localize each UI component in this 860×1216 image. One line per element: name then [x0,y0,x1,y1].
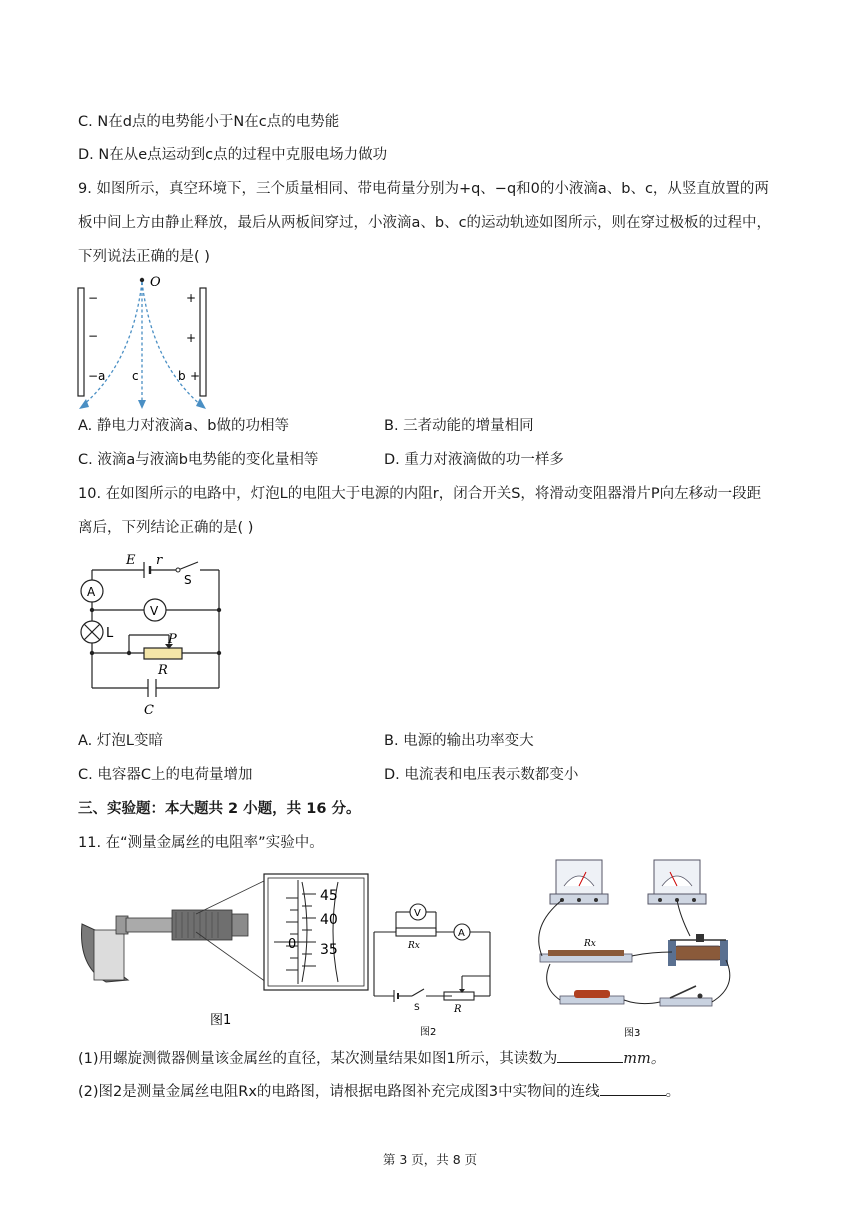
q9-option-c [78,450,318,470]
sub2-end: 。 [665,1084,681,1100]
section-heading: 三、实验题：本大题共 2 小题，共 16 分。 [78,801,361,817]
option-letter: C. [78,452,93,468]
q10-stem-line2: 离后，下列结论正确的是( ) [78,520,254,536]
battery-device [560,990,624,1004]
switch-device [660,986,712,1006]
label-S: S [414,1003,420,1013]
label-Rx: Rx [584,939,596,949]
thimble-tick-45: 45 [320,888,338,904]
q9-option-b [384,416,534,436]
sub2-text: (2)图2是测量金属丝电阻Rx的电路图，请根据电路图补充完成图3中实物间的连线 [78,1084,600,1100]
right-plate [200,288,206,396]
option-text: 静电力对液滴a、b做的功相等 [96,418,289,434]
q9-figure [72,274,222,414]
thimble-tick-35: 35 [320,942,338,958]
label-L: L [106,626,114,641]
q10-circuit-figure [74,548,234,720]
option-text: 灯泡L变暗 [96,733,163,749]
fig2-caption: 图2 [420,1027,437,1038]
fig1-caption: 图1 [210,1013,232,1028]
plus-sign-2: + [186,331,197,345]
q9-stem-line3: 下列说法正确的是( ) [78,249,210,265]
q10-option-c [78,765,252,785]
q8-option-c [78,112,339,132]
ammeter-label: A [87,585,96,599]
option-text: 重力对液滴做的功一样多 [404,452,564,468]
plus-sign-3: + [190,369,201,383]
page-footer: 第 3 页，共 8 页 [382,1152,478,1167]
left-plate [78,288,84,396]
q10-option-d [384,765,578,785]
q9-stem-line2: 板中间上方由静止释放，最后从两板间穿过，小液滴a、b、c的运动轨迹如图所示，则在穿过极板的过程中， [78,215,772,231]
option-text: 液滴a与液滴b电势能的变化量相等 [97,452,319,468]
option-letter: D. [384,767,400,783]
option-letter: A. [78,418,93,434]
option-text: 三者动能的增量相同 [403,418,534,434]
option-text: 电流表和电压表示数都变小 [404,767,579,783]
q9-option-d [384,450,564,470]
option-letter: A. [78,733,93,749]
voltmeter-device [550,860,608,904]
option-letter: C. [78,114,93,130]
option-text: 电容器C上的电荷量增加 [97,767,253,783]
answer-blank-1[interactable] [557,1048,623,1063]
option-letter: C. [78,767,93,783]
label-R: R [454,1004,462,1015]
q11-fig2-circuit [366,898,496,1040]
sleeve-zero: 0 [288,937,297,952]
fig3-caption: 图3 [624,1028,641,1039]
q9-stem-line1: 9. 如图所示，真空环境下，三个质量相同、带电荷量分别为+q、−q和0的小液滴a、b、c，从竖直放置的两 [78,181,769,197]
label-O: O [150,275,161,290]
ammeter-label: A [458,928,465,939]
thimble-tick-40: 40 [320,912,338,928]
option-letter: D. [384,452,400,468]
label-R: R [158,663,168,678]
resistance-wire-board [540,950,632,962]
option-text: N在从e点运动到c点的过程中克服电场力做功 [98,147,388,163]
q9-option-a [78,416,289,436]
q11-fig1-micrometer [76,870,372,1030]
label-r: r [156,553,163,568]
release-point [140,278,144,282]
label-c: c [132,369,139,383]
answer-blank-2[interactable] [600,1081,666,1096]
label-b: b [178,369,186,383]
arrowhead-c [138,400,146,409]
rheostat-device [668,934,728,966]
q11-fig3-apparatus [520,856,740,1040]
option-letter: B. [384,418,399,434]
plus-sign-1: + [186,291,197,305]
minus-sign-1: − [88,291,99,305]
q11-sub1 [78,1048,665,1069]
q10-stem-line1: 10. 在如图所示的电路中，灯泡L的电阻大于电源的内阻r，闭合开关S，将滑动变阻器滑片P向左移动一段距 [78,486,762,502]
label-Rx: Rx [408,941,420,951]
label-C: C [144,703,154,718]
label-E: E [126,553,136,568]
micrometer-body [82,910,249,982]
minus-sign-2: − [88,329,99,343]
sub1-text: (1)用螺旋测微器侧量该金属丝的直径，某次测量结果如图1所示，其读数为 [78,1051,558,1067]
q10-option-b [384,731,534,751]
label-a: a [98,369,106,383]
voltmeter-label: V [150,604,159,618]
q11-sub2 [78,1081,680,1102]
option-letter: B. [384,733,399,749]
q8-option-d [78,145,387,165]
label-P: P [168,632,177,647]
minus-sign-3: − [88,369,99,383]
q10-option-a [78,731,163,751]
arrowhead-b [196,398,206,409]
q11-stem: 11. 在“测量金属丝的电阻率”实验中。 [78,835,324,851]
label-S: S [184,573,192,587]
ammeter-device [648,860,706,904]
voltmeter-label: V [414,908,421,919]
sub1-unit: mm。 [623,1051,666,1067]
option-letter: D. [78,147,94,163]
option-text: N在d点的电势能小于N在c点的电势能 [97,114,340,130]
option-text: 电源的输出功率变大 [403,733,534,749]
